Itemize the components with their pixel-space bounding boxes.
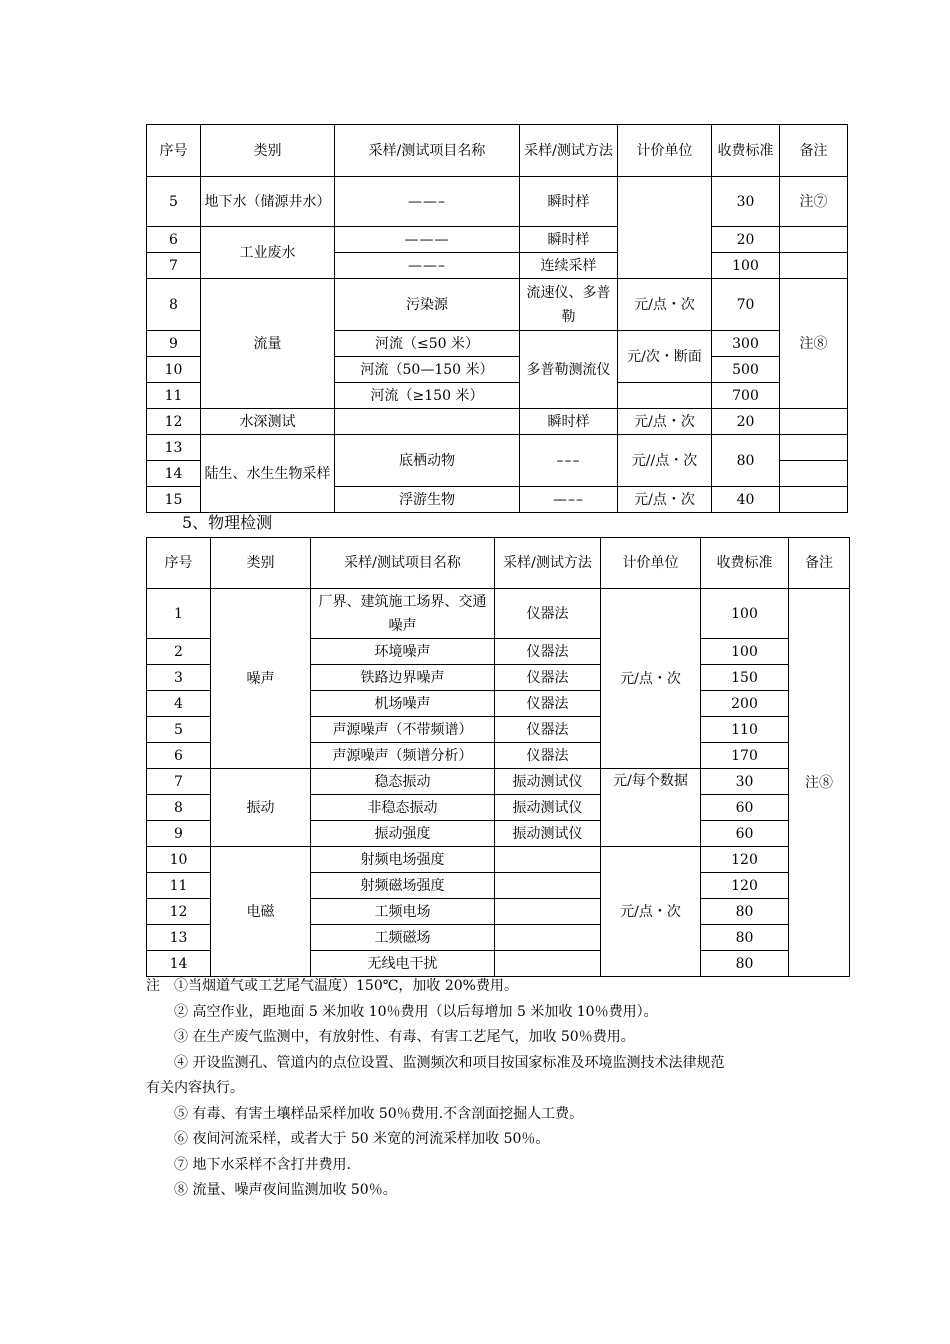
note-item: ⑦ 地下水采样不含打井费用.: [174, 1156, 351, 1173]
cell-fee: 120: [701, 847, 789, 873]
table-header-row: [147, 538, 850, 589]
cell-remark: 注⑧: [789, 589, 850, 977]
cell-method: [495, 873, 601, 899]
cell-seq: 13: [147, 435, 201, 461]
header-remark: 备注: [789, 538, 850, 589]
cell-fee: 80: [701, 899, 789, 925]
cell-seq: 7: [147, 253, 201, 279]
cell-method: 仪器法: [495, 665, 601, 691]
cell-item: 非稳态振动: [311, 795, 495, 821]
cell-method: 仪器法: [495, 589, 601, 639]
cell-seq: 1: [147, 589, 211, 639]
table-row: [147, 227, 848, 253]
notes-section: [146, 974, 836, 1204]
cell-unit: [618, 383, 712, 409]
cell-seq: 10: [147, 847, 211, 873]
cell-seq: 4: [147, 691, 211, 717]
table-row: [147, 409, 848, 435]
header-fee: 收费标准: [701, 538, 789, 589]
cell-method: 连续采样: [520, 253, 618, 279]
header-category: 类别: [201, 125, 335, 177]
note-item: ③ 在生产废气监测中，有放射性、有毒、有害工艺尾气，加收 50％费用。: [174, 1029, 635, 1045]
cell-item: 污染源: [335, 279, 520, 331]
cell-fee: 60: [701, 795, 789, 821]
header-remark: 备注: [780, 125, 848, 177]
header-item: 采样/测试项目名称: [335, 125, 520, 177]
cell-method: –––: [520, 435, 618, 487]
header-item: 采样/测试项目名称: [311, 538, 495, 589]
cell-category: 流量: [201, 279, 335, 409]
cell-remark: [780, 487, 848, 513]
cell-method: 振动测试仪: [495, 769, 601, 795]
cell-category: 水深测试: [201, 409, 335, 435]
cell-item: ——–: [335, 177, 520, 227]
table-row: [147, 589, 850, 639]
header-method: 采样/测试方法: [495, 538, 601, 589]
cell-method: [495, 951, 601, 977]
cell-item: ——–: [335, 253, 520, 279]
cell-seq: 6: [147, 743, 211, 769]
cell-fee: 100: [701, 589, 789, 639]
cell-seq: 8: [147, 795, 211, 821]
cell-seq: 15: [147, 487, 201, 513]
cell-seq: 10: [147, 357, 201, 383]
cell-fee: 60: [701, 821, 789, 847]
cell-fee: 40: [712, 487, 780, 513]
header-fee: 收费标准: [712, 125, 780, 177]
cell-method: 瞬时样: [520, 227, 618, 253]
cell-seq: 3: [147, 665, 211, 691]
header-unit: 计价单位: [601, 538, 701, 589]
cell-fee: 20: [712, 409, 780, 435]
cell-item: 工频电场: [311, 899, 495, 925]
cell-seq: 12: [147, 899, 211, 925]
cell-fee: 300: [712, 331, 780, 357]
cell-category: 噪声: [211, 589, 311, 769]
cell-method: [495, 925, 601, 951]
cell-unit: 元/每个数据: [601, 769, 701, 847]
cell-fee: 70: [712, 279, 780, 331]
cell-seq: 2: [147, 639, 211, 665]
cell-unit: 元/点・次: [618, 409, 712, 435]
cell-method: 流速仪、多普勒: [520, 279, 618, 331]
cell-item: 射频磁场强度: [311, 873, 495, 899]
cell-fee: 80: [712, 435, 780, 487]
cell-method: 振动测试仪: [495, 795, 601, 821]
cell-category: 工业废水: [201, 227, 335, 279]
cell-seq: 14: [147, 461, 201, 487]
cell-method: 多普勒测流仪: [520, 331, 618, 409]
cell-unit: 元//点・次: [618, 435, 712, 487]
header-category: 类别: [211, 538, 311, 589]
cell-item: 河流（≥150 米）: [335, 383, 520, 409]
header-seq: 序号: [147, 125, 201, 177]
note-item: ④ 开设监测孔、管道内的点位设置、监测频次和项目按国家标准及环境监测技术法律规范: [174, 1054, 725, 1071]
cell-item: 机场噪声: [311, 691, 495, 717]
table-row: [147, 435, 848, 461]
note-item: ② 高空作业，距地面 5 米加收 10％费用（以后每增加 5 米加收 10％费用）。: [174, 1003, 658, 1020]
cell-seq: 6: [147, 227, 201, 253]
cell-unit: 元/点・次: [601, 589, 701, 769]
cell-method: —––: [520, 487, 618, 513]
header-seq: 序号: [147, 538, 211, 589]
cell-seq: 8: [147, 279, 201, 331]
cell-seq: 11: [147, 873, 211, 899]
cell-item: 河流（≤50 米）: [335, 331, 520, 357]
cell-fee: 80: [701, 951, 789, 977]
cell-item: 河流（50—150 米）: [335, 357, 520, 383]
cell-seq: 9: [147, 331, 201, 357]
note-item-continued: 有关内容执行。: [146, 1080, 244, 1096]
cell-seq: 7: [147, 769, 211, 795]
cell-item: [335, 409, 520, 435]
table-row: [147, 177, 848, 227]
cell-item: 工频磁场: [311, 925, 495, 951]
cell-category: 陆生、水生生物采样: [201, 435, 335, 513]
cell-item: 振动强度: [311, 821, 495, 847]
note-item: ⑥ 夜间河流采样，或者大于 50 米宽的河流采样加收 50％。: [174, 1131, 550, 1147]
cell-item: 声源噪声（频谱分析）: [311, 743, 495, 769]
table-header-row: [147, 125, 848, 177]
header-method: 采样/测试方法: [520, 125, 618, 177]
cell-category: 振动: [211, 769, 311, 847]
cell-fee: 100: [701, 639, 789, 665]
cell-method: 瞬时样: [520, 177, 618, 227]
cell-category: 电磁: [211, 847, 311, 977]
cell-item: 无线电干扰: [311, 951, 495, 977]
cell-method: 仪器法: [495, 639, 601, 665]
cell-method: 仪器法: [495, 743, 601, 769]
cell-remark: [780, 253, 848, 279]
cell-fee: 110: [701, 717, 789, 743]
sampling-fee-table: [146, 124, 848, 513]
cell-fee: 30: [712, 177, 780, 227]
cell-fee: 700: [712, 383, 780, 409]
cell-item: 稳态振动: [311, 769, 495, 795]
cell-seq: 12: [147, 409, 201, 435]
cell-unit: 元/点・次: [601, 847, 701, 977]
cell-fee: 200: [701, 691, 789, 717]
note-item: ⑧ 流量、噪声夜间监测加收 50％。: [174, 1182, 397, 1198]
table-row: [147, 279, 848, 331]
cell-fee: 120: [701, 873, 789, 899]
cell-remark: [780, 409, 848, 435]
cell-fee: 100: [712, 253, 780, 279]
cell-item: 厂界、建筑施工场界、交通噪声: [311, 589, 495, 639]
cell-method: 仪器法: [495, 691, 601, 717]
cell-seq: 5: [147, 177, 201, 227]
table-row: [147, 847, 850, 873]
cell-unit: 元/次・断面: [618, 331, 712, 383]
cell-fee: 80: [701, 925, 789, 951]
cell-fee: 20: [712, 227, 780, 253]
table-row: [147, 769, 850, 795]
cell-item: 声源噪声（不带频谱）: [311, 717, 495, 743]
note-item: [146, 974, 836, 1000]
cell-unit: 元/点・次: [618, 279, 712, 331]
cell-item: 底栖动物: [335, 435, 520, 487]
cell-seq: 14: [147, 951, 211, 977]
section-title: 5、物理检测: [182, 513, 273, 532]
notes-lead: 注: [146, 978, 160, 994]
cell-fee: 500: [712, 357, 780, 383]
cell-item: 铁路边界噪声: [311, 665, 495, 691]
cell-method: [495, 899, 601, 925]
cell-fee: 30: [701, 769, 789, 795]
cell-method: 瞬时样: [520, 409, 618, 435]
cell-unit: 元/点・次: [618, 487, 712, 513]
cell-method: [495, 847, 601, 873]
cell-seq: 13: [147, 925, 211, 951]
cell-remark: [780, 461, 848, 487]
cell-item: 射频电场强度: [311, 847, 495, 873]
cell-fee: 150: [701, 665, 789, 691]
header-unit: 计价单位: [618, 125, 712, 177]
cell-remark: 注⑧: [780, 279, 848, 409]
cell-remark: [780, 435, 848, 461]
cell-method: 仪器法: [495, 717, 601, 743]
cell-item: 环境噪声: [311, 639, 495, 665]
cell-remark: 注⑦: [780, 177, 848, 227]
physical-testing-fee-table: [146, 537, 850, 977]
cell-item: 浮游生物: [335, 487, 520, 513]
cell-seq: 9: [147, 821, 211, 847]
note-item: ⑤ 有毒、有害土壤样品采样加收 50％费用.不含剖面挖掘人工费。: [174, 1105, 584, 1122]
cell-remark: [780, 227, 848, 253]
note-text: ①当烟道气或工艺尾气温度）150℃，加收 20%费用。: [174, 978, 518, 994]
cell-method: 振动测试仪: [495, 821, 601, 847]
cell-item: ———: [335, 227, 520, 253]
cell-fee: 170: [701, 743, 789, 769]
cell-seq: 11: [147, 383, 201, 409]
cell-unit: [618, 177, 712, 279]
cell-category: 地下水（储源井水）: [201, 177, 335, 227]
cell-seq: 5: [147, 717, 211, 743]
